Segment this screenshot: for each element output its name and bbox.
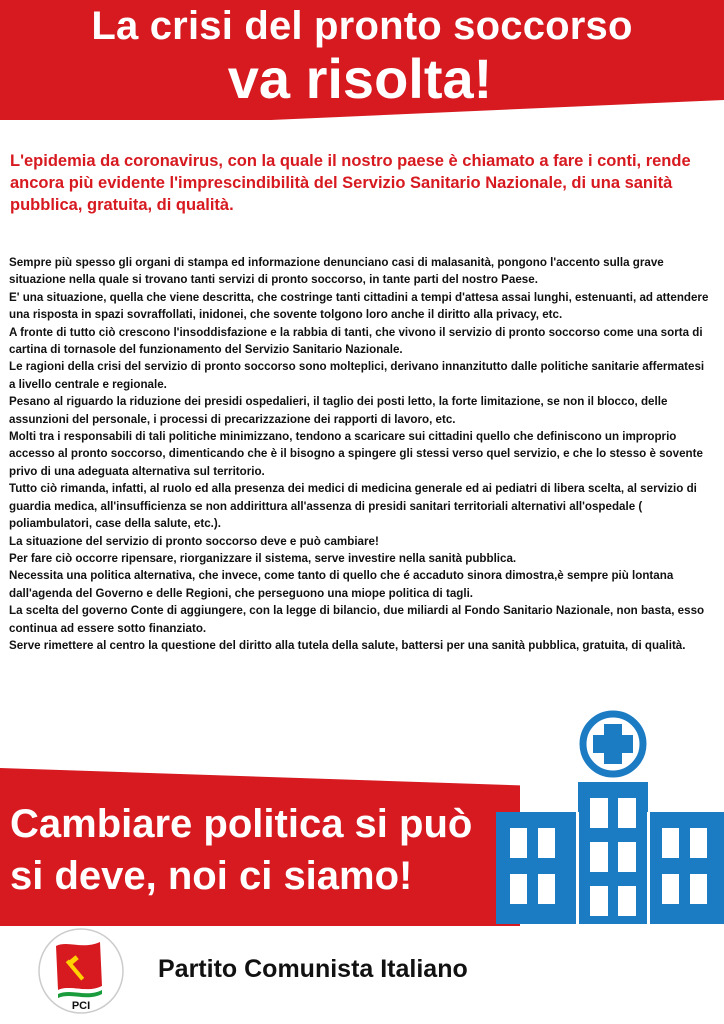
intro-paragraph: L'epidemia da coronavirus, con la quale il nostro paese è chiamato a fare i conti, rende ancora più evidente l'imprescindibilità del Servizio Sanitario Nazionale, di una sanità pubblica, gratuita, di qualità. — [10, 152, 691, 214]
slogan — [10, 798, 510, 902]
pci-logo — [38, 928, 124, 1014]
article-body — [9, 254, 711, 654]
paragraph: A fronte di tutto ciò crescono l'insoddisfazione e la rabbia di tanti, che vivono il servizio di pronto soccorso come una sorta di cartina di tornasole del funzionamento del Servizio Sanitario Nazionale. — [9, 325, 703, 357]
page-title-emphasis: va risolta! — [227, 47, 493, 110]
paragraph: Serve rimettere al centro la questione del diritto alla tutela della salute, battersi per una sanità pubblica, gratuita, di qualità. — [9, 638, 686, 652]
paragraph: La situazione del servizio di pronto soccorso deve e può cambiare! — [9, 534, 379, 548]
party-name: Partito Comunista Italiano — [158, 955, 468, 983]
paragraph: Molti tra i responsabili di tali politiche minimizzano, tendono a scaricare sui cittadini quello che definiscono un improprio accesso al pronto soccorso, dimenticando che è il bisogno a spingere gli stessi verso quel servizio, e che lo stesso è sovente privo di una adeguata alternativa sul territorio. — [9, 430, 703, 478]
slogan-line-2: si deve, noi ci siamo! — [10, 854, 413, 898]
paragraph: Le ragioni della crisi del servizio di pronto soccorso sono molteplici, derivano innanzitutto dalle politiche sanitarie affermatesi a livello centrale e regionale. — [9, 360, 705, 391]
paragraph: La scelta del governo Conte di aggiungere, con la legge di bilancio, due miliardi al Fondo Sanitario Nazionale, non basta, esso continua ad essere sotto finanziato. — [9, 604, 705, 635]
logo-text: PCI — [71, 1000, 91, 1012]
paragraph: Per fare ciò occorre ripensare, riorganizzare il sistema, serve investire nella sanità pubblica. — [9, 551, 517, 565]
paragraph: Sempre più spesso gli organi di stampa ed informazione denunciano casi di malasanità, pongono l'accento sulla grave situazione nella quale si trovano tanti servizi di pronto soccorso, in tante parti del nostro Paese. — [9, 256, 664, 287]
slogan-line-1: Cambiare politica si può — [10, 802, 473, 846]
paragraph: Tutto ciò rimanda, infatti, al ruolo ed alla presenza dei medici di medicina generale ed ai pediatri di libera scelta, al servizio di guardia medica, all'insufficienza se non addirittura all'assenza di presidi sanitari territoriali alternativi all'ospedale ( poliambulatori, case della salute, etc.). — [9, 482, 697, 531]
page-title: La crisi del pronto soccorso — [91, 4, 633, 48]
paragraph: Pesano al riguardo la riduzione dei presidi ospedalieri, il taglio dei posti letto, la forte limitazione, se non il blocco, delle assunzioni del personale, i processi di precarizzazione dei rapporti di lavoro, etc. — [9, 395, 668, 426]
paragraph: E' una situazione, quella che viene descritta, che costringe tanti cittadini a tempi d'attesa assai lunghi, estenuanti, ad attendere una risposta in spazi sovraffollati, inidonei, che sovente tolgono loro anche il diritto alla privacy, etc. — [9, 290, 709, 322]
paragraph: Necessita una politica alternativa, che invece, come tanto di quello che é accaduto sinora dimostra,è sempre più lontana dall'agenda del Governo e delle Regioni, che perseguono una miope politica di tagli. — [9, 569, 674, 600]
hospital-icon — [496, 710, 724, 924]
